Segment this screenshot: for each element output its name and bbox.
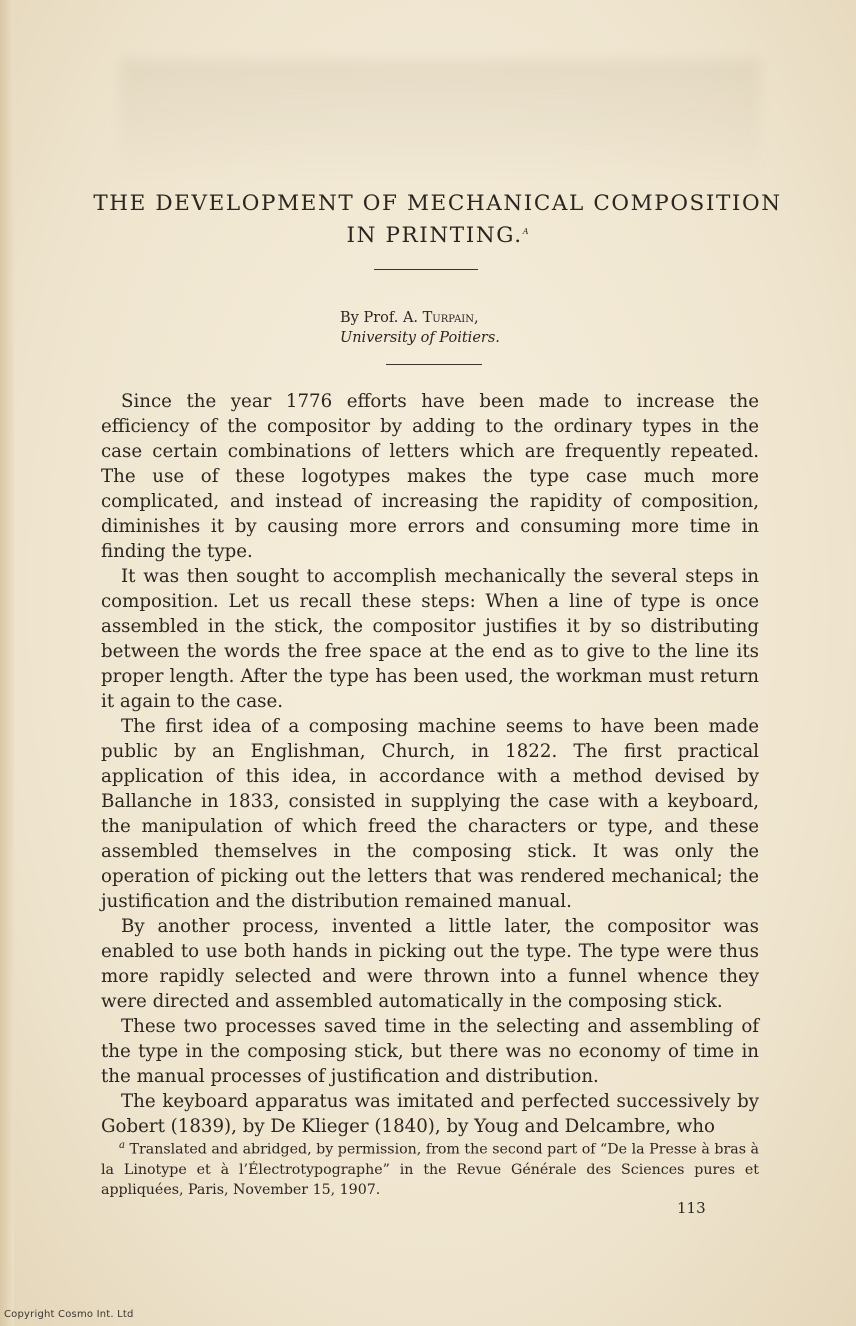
byline <box>340 310 479 326</box>
page-binding-edge <box>0 0 14 1326</box>
paragraph-4: By another process, invented a little later, the compositor was enabled to use both hands in picking out the type. The type were thus more rapidly selected and were thrown into a funnel whence they were directed and assembled automatically in the composing stick. <box>101 916 759 1012</box>
footnote-mark: a <box>119 1140 125 1151</box>
paragraph-1: Since the year 1776 efforts have been made to increase the efficiency of the compositor by adding to the ordinary types in the case certain combinations of letters which are frequently repeated. The use of these logotypes makes the type case much more complicated, and instead of increasing the rapidity of composition, diminishes it by causing more errors and consuming more time in finding the type. <box>101 391 759 562</box>
byline-divider <box>386 364 482 365</box>
title-line-1: THE DEVELOPMENT OF MECHANICAL COMPOSITION <box>93 191 782 216</box>
title-footnote-mark: a <box>522 224 529 237</box>
paragraph-5: These two processes saved time in the selecting and assembling of the type in the composing stick, but there was no economy of time in the manual processes of justification and distribution. <box>101 1016 759 1087</box>
article-body <box>101 389 759 1139</box>
title-divider <box>374 269 478 270</box>
paragraph-2: It was then sought to accomplish mechanically the several steps in composition. Let us recall these steps: When a line of type is once assembled in the stick, the compositor justifies it by so distributing between the words the free space at the end as to give to the line its proper length. After the type has been used, the workman must return it again to the case. <box>101 566 759 712</box>
footnote-text: Translated and abridged, by permission, from the second part of “De la Presse à bras à la Linotype et à l’Électrotypographe” in the Revue Générale des Sciences pures et appliquées, Paris, November 15, 1907. <box>101 1141 759 1198</box>
paragraph-6: The keyboard apparatus was imitated and perfected successively by Gobert (1839), by De Klieger (1840), by Youg and Delcambre, who <box>101 1091 759 1137</box>
paragraph-3: The first idea of a composing machine seems to have been made public by an Englishman, Church, in 1822. The first practical application of this idea, in accordance with a method devised by Ballanche in 1833, consisted in supplying the case with a keyboard, the manipulation of which freed the characters or type, and these assembled themselves in the composing stick. It was only the operation of picking out the letters that was rendered mechanical; the justification and the distribution remained manual. <box>101 716 759 912</box>
author-name: Turpain, <box>422 310 479 326</box>
show-through-shadow <box>120 60 760 180</box>
article-title <box>60 190 815 249</box>
copyright-watermark: Copyright Cosmo Int. Ltd <box>4 1309 134 1320</box>
footnote-paragraph <box>101 1136 759 1200</box>
byline-prefix: By Prof. A. <box>340 310 423 326</box>
page-number: 113 <box>677 1199 706 1217</box>
footnote <box>101 1136 759 1200</box>
title-line-2-text: IN PRINTING. <box>346 223 523 249</box>
title-line-2 <box>60 217 815 249</box>
author-affiliation: University of Poitiers. <box>340 330 500 346</box>
